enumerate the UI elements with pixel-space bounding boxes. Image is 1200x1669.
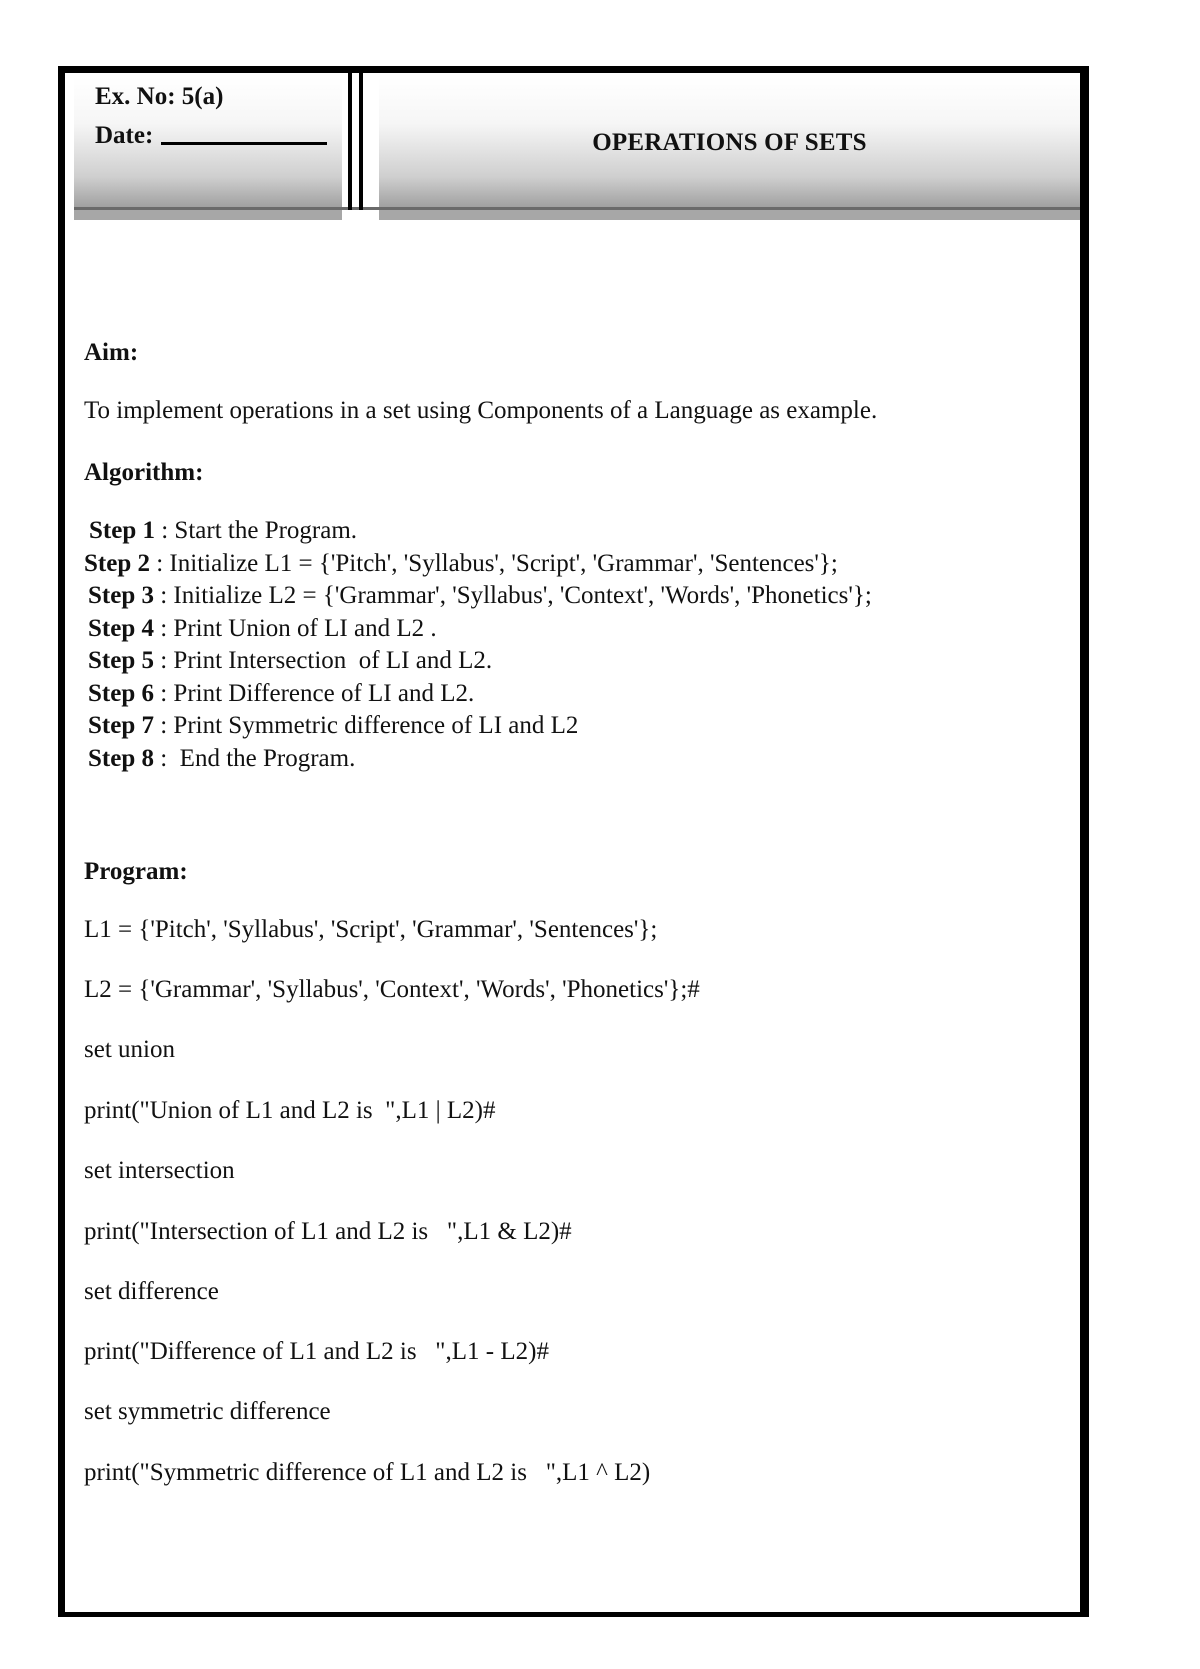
code-line: L1 = {'Pitch', 'Syllabus', 'Script', 'Grammar', 'Sentences'};: [84, 916, 658, 943]
code-line: set difference: [84, 1278, 219, 1305]
step-row: Step 5 : Print Intersection of LI and L2.: [88, 647, 493, 674]
header-divider: [74, 207, 1080, 210]
program-code: [84, 916, 700, 1486]
header-separator-bar: [359, 73, 363, 210]
date-field: [95, 122, 327, 150]
code-line: set symmetric difference: [84, 1398, 331, 1425]
step-row: Step 3 : Initialize L2 = {'Grammar', 'Syllabus', 'Context', 'Words', 'Phonetics'};: [88, 582, 872, 609]
algorithm-heading: Algorithm:: [84, 459, 204, 486]
aim-text: To implement operations in a set using Components of a Language as example.: [84, 397, 878, 424]
page-title: OPERATIONS OF SETS: [592, 129, 867, 156]
step-row: Step 1 : Start the Program.: [89, 517, 358, 544]
document-frame: [58, 66, 1089, 1617]
algorithm-steps: [84, 515, 872, 775]
step-row: Step 2 : Initialize L1 = {'Pitch', 'Syllabus', 'Script', 'Grammar', 'Sentences'};: [84, 549, 838, 577]
aim-heading: Aim:: [84, 339, 139, 366]
code-line: print("Union of L1 and L2 is ",L1 | L2)#: [84, 1097, 496, 1124]
code-line: print("Symmetric difference of L1 and L2 is ",L1 ^ L2): [84, 1459, 651, 1486]
date-label: Date:: [95, 122, 154, 149]
code-line: set union: [84, 1036, 175, 1063]
step-row: Step 4 : Print Union of LI and L2 .: [88, 614, 437, 642]
code-line: set intersection: [84, 1157, 235, 1184]
exercise-number: Ex. No: 5(a): [95, 83, 224, 110]
code-line: L2 = {'Grammar', 'Syllabus', 'Context', 'Words', 'Phonetics'};#: [84, 976, 700, 1003]
step-row: Step 6 : Print Difference of LI and L2.: [88, 679, 475, 707]
step-row: Step 8 : End the Program.: [88, 744, 356, 772]
date-blank-line: [161, 142, 327, 145]
step-row: Step 7 : Print Symmetric difference of LI and L2: [88, 712, 579, 739]
header-separator-bar: [348, 73, 352, 210]
code-line: print("Intersection of L1 and L2 is ",L1 & L2)#: [84, 1218, 572, 1245]
code-line: print("Difference of L1 and L2 is ",L1 - L2)#: [84, 1338, 549, 1365]
program-heading: Program:: [84, 858, 188, 885]
